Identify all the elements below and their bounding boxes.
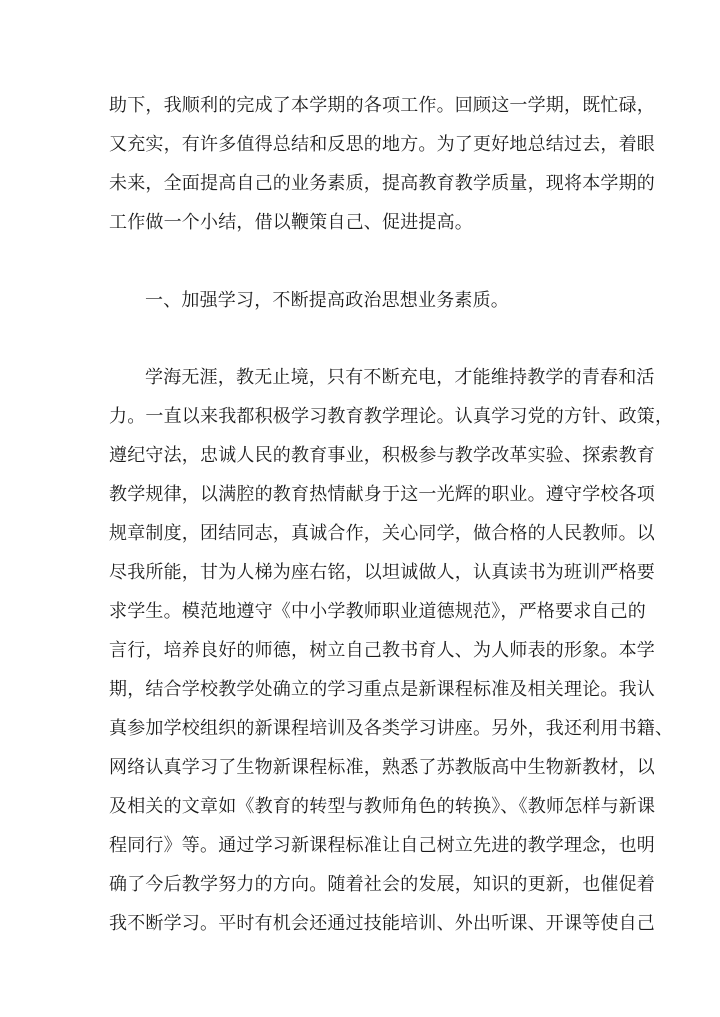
paragraph-1-line-1: 助下，我顺利的完成了本学期的各项工作。回顾这一学期，既忙碌， <box>109 95 655 116</box>
paragraph-2-line-5: 规章制度，团结同志，真诚合作，关心同学，做合格的人民教师。以 <box>109 523 655 544</box>
paragraph-2-line-1: 学海无涯，教无止境，只有不断充电，才能维持教学的青春和活 <box>145 367 655 388</box>
paragraph-1-line-3: 未来，全面提高自己的业务素质，提高教育教学质量，现将本学期的 <box>109 173 655 194</box>
section-heading: 一、加强学习，不断提高政治思想业务素质。 <box>145 290 509 311</box>
paragraph-2-line-6: 尽我所能，甘为人梯为座右铭，以坦诚做人，认真读书为班训严格要 <box>109 562 655 583</box>
paragraph-2-line-14: 确了今后教学努力的方向。随着社会的发展，知识的更新，也催促着 <box>109 874 655 895</box>
paragraph-2-line-10: 真参加学校组织的新课程培训及各类学习讲座。另外，我还利用书籍、 <box>109 718 674 739</box>
paragraph-2-line-2: 力。一直以来我都积极学习教育教学理论。认真学习党的方针、政策， <box>109 406 674 427</box>
paragraph-2-line-13: 程同行》等。通过学习新课程标准让自己树立先进的教学理念，也明 <box>109 835 655 856</box>
paragraph-2-line-7: 求学生。模范地遵守《中小学教师职业道德规范》，严格要求自己的 <box>109 601 646 622</box>
paragraph-2-line-3: 遵纪守法，忠诚人民的教育事业，积极参与教学改革实验、探索教育 <box>109 445 655 466</box>
paragraph-2-line-15: 我不断学习。平时有机会还通过技能培训、外出听课、开课等使自己 <box>109 913 655 934</box>
paragraph-2-line-9: 期，结合学校教学处确立的学习重点是新课程标准及相关理论。我认 <box>109 679 655 700</box>
paragraph-1-line-2: 又充实，有许多值得总结和反思的地方。为了更好地总结过去，着眼 <box>109 134 655 155</box>
paragraph-2-line-8: 言行，培养良好的师德，树立自己教书育人、为人师表的形象。本学 <box>109 640 655 661</box>
paragraph-2-line-4: 教学规律，以满腔的教育热情献身于这一光辉的职业。遵守学校各项 <box>109 484 655 505</box>
paragraph-1-line-4: 工作做一个小结，借以鞭策自己、促进提高。 <box>109 212 473 233</box>
paragraph-2-line-11: 网络认真学习了生物新课程标准，熟悉了苏教版高中生物新教材，以 <box>109 757 655 778</box>
paragraph-2-line-12: 及相关的文章如《教育的转型与教师角色的转换》、《教师怎样与新课 <box>109 796 656 817</box>
